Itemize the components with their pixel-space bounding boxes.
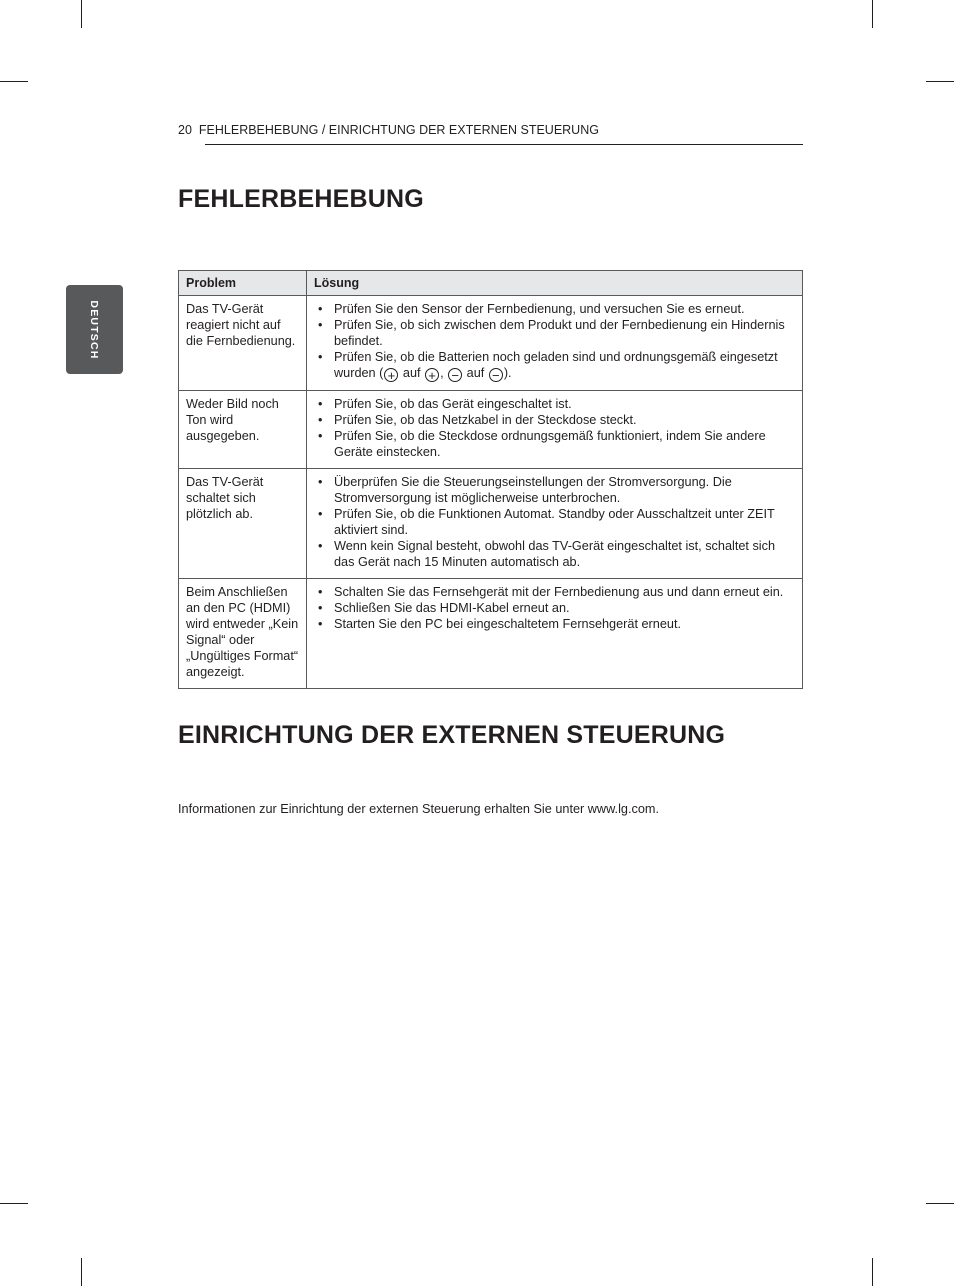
solution-text: Schließen Sie das HDMI-Kabel erneut an. xyxy=(334,601,570,615)
bullet: • xyxy=(318,350,323,364)
solution-item xyxy=(314,600,795,616)
solution-item xyxy=(314,396,795,412)
solution-text: Prüfen Sie, ob das Gerät eingeschaltet ist. xyxy=(334,397,572,411)
solution-item xyxy=(314,584,795,600)
column-header-problem: Problem xyxy=(179,271,307,296)
battery-word-auf: auf xyxy=(399,366,425,380)
bullet: • xyxy=(318,413,323,427)
solution-text: Schalten Sie das Fernsehgerät mit der Fernbedienung aus und dann erneut ein. xyxy=(334,585,784,599)
solution-item xyxy=(314,317,795,349)
solution-list xyxy=(314,396,795,460)
bullet: • xyxy=(318,429,323,443)
crop-mark xyxy=(926,81,954,82)
solution-text: Prüfen Sie den Sensor der Fernbedienung, und versuchen Sie es erneut. xyxy=(334,302,745,316)
crop-mark xyxy=(872,1258,873,1286)
solution-list xyxy=(314,474,795,570)
bullet: • xyxy=(318,475,323,489)
solution-cell xyxy=(307,391,803,469)
crop-mark xyxy=(81,1258,82,1286)
column-header-solution: Lösung xyxy=(307,271,803,296)
solution-item xyxy=(314,412,795,428)
plus-terminal-icon: + xyxy=(425,368,439,382)
header-rule xyxy=(205,144,803,145)
troubleshooting-title: FEHLERBEHEBUNG xyxy=(178,185,424,213)
battery-text-after: ). xyxy=(503,366,512,380)
crop-mark xyxy=(926,1203,954,1204)
header-section-title: FEHLERBEHEBUNG / EINRICHTUNG DER EXTERNEN STEUERUNG xyxy=(198,123,599,137)
bullet: • xyxy=(318,397,323,411)
table-header-row xyxy=(179,271,803,296)
solution-cell xyxy=(307,469,803,579)
solution-text: Wenn kein Signal besteht, obwohl das TV-Gerät eingeschaltet ist, schaltet sich das Gerät nach 15 Minuten automatisch ab. xyxy=(334,539,776,569)
bullet: • xyxy=(318,585,323,599)
solution-text: Starten Sie den PC bei eingeschaltetem Fernsehgerät erneut. xyxy=(334,617,681,631)
bullet: • xyxy=(318,302,323,316)
solution-text: Überprüfen Sie die Steuerungseinstellungen der Stromversorgung. Die Stromversorgung ist möglicherweise unterbrochen. xyxy=(334,475,732,505)
solution-item xyxy=(314,301,795,317)
solution-list xyxy=(314,301,795,382)
crop-mark xyxy=(0,1203,28,1204)
battery-word-auf: auf xyxy=(463,366,488,380)
language-label: DEUTSCH xyxy=(88,300,100,360)
solution-cell xyxy=(307,579,803,689)
solution-text: Prüfen Sie, ob das Netzkabel in der Steckdose steckt. xyxy=(334,413,637,427)
page-number: 20 xyxy=(178,123,192,137)
solution-text: Prüfen Sie, ob sich zwischen dem Produkt und der Fernbedienung ein Hindernis befindet. xyxy=(334,318,785,348)
language-side-tab xyxy=(66,285,123,374)
bullet: • xyxy=(318,539,323,553)
crop-mark xyxy=(81,0,82,28)
table-row xyxy=(179,296,803,391)
table-row xyxy=(179,469,803,579)
solution-cell xyxy=(307,296,803,391)
battery-separator: , xyxy=(440,366,448,380)
external-control-title: EINRICHTUNG DER EXTERNEN STEUERUNG xyxy=(178,721,726,749)
solution-item xyxy=(314,349,795,382)
external-control-text: Informationen zur Einrichtung der externen Steuerung erhalten Sie unter www.lg.com. xyxy=(178,802,659,816)
solution-item xyxy=(314,616,795,632)
solution-list xyxy=(314,584,795,632)
bullet: • xyxy=(318,601,323,615)
minus-terminal-icon: − xyxy=(489,368,503,382)
bullet: • xyxy=(318,617,323,631)
crop-mark xyxy=(0,81,28,82)
plus-terminal-icon: + xyxy=(384,368,398,382)
bullet: • xyxy=(318,318,323,332)
solution-item xyxy=(314,506,795,538)
problem-cell: Das TV-Gerät reagiert nicht auf die Fernbedienung. xyxy=(179,296,307,391)
solution-item xyxy=(314,428,795,460)
problem-cell: Weder Bild noch Ton wird ausgegeben. xyxy=(179,391,307,469)
minus-terminal-icon: − xyxy=(448,368,462,382)
troubleshooting-table xyxy=(178,270,803,689)
problem-cell: Beim Anschließen an den PC (HDMI) wird entweder „Kein Signal“ oder „Ungültiges Format“ angezeigt. xyxy=(179,579,307,689)
solution-text: Prüfen Sie, ob die Funktionen Automat. Standby oder Ausschaltzeit unter ZEIT aktiviert sind. xyxy=(334,507,775,537)
solution-item xyxy=(314,474,795,506)
crop-mark xyxy=(872,0,873,28)
battery-text-before: Prüfen Sie, ob die Batterien noch geladen sind und ordnungsgemäß eingesetzt wurden ( xyxy=(334,350,778,380)
solution-item xyxy=(314,538,795,570)
solution-text: Prüfen Sie, ob die Steckdose ordnungsgemäß funktioniert, indem Sie andere Geräte einstecken. xyxy=(334,429,766,459)
table-row xyxy=(179,579,803,689)
problem-cell: Das TV-Gerät schaltet sich plötzlich ab. xyxy=(179,469,307,579)
running-header xyxy=(178,123,803,137)
bullet: • xyxy=(318,507,323,521)
table-row xyxy=(179,391,803,469)
